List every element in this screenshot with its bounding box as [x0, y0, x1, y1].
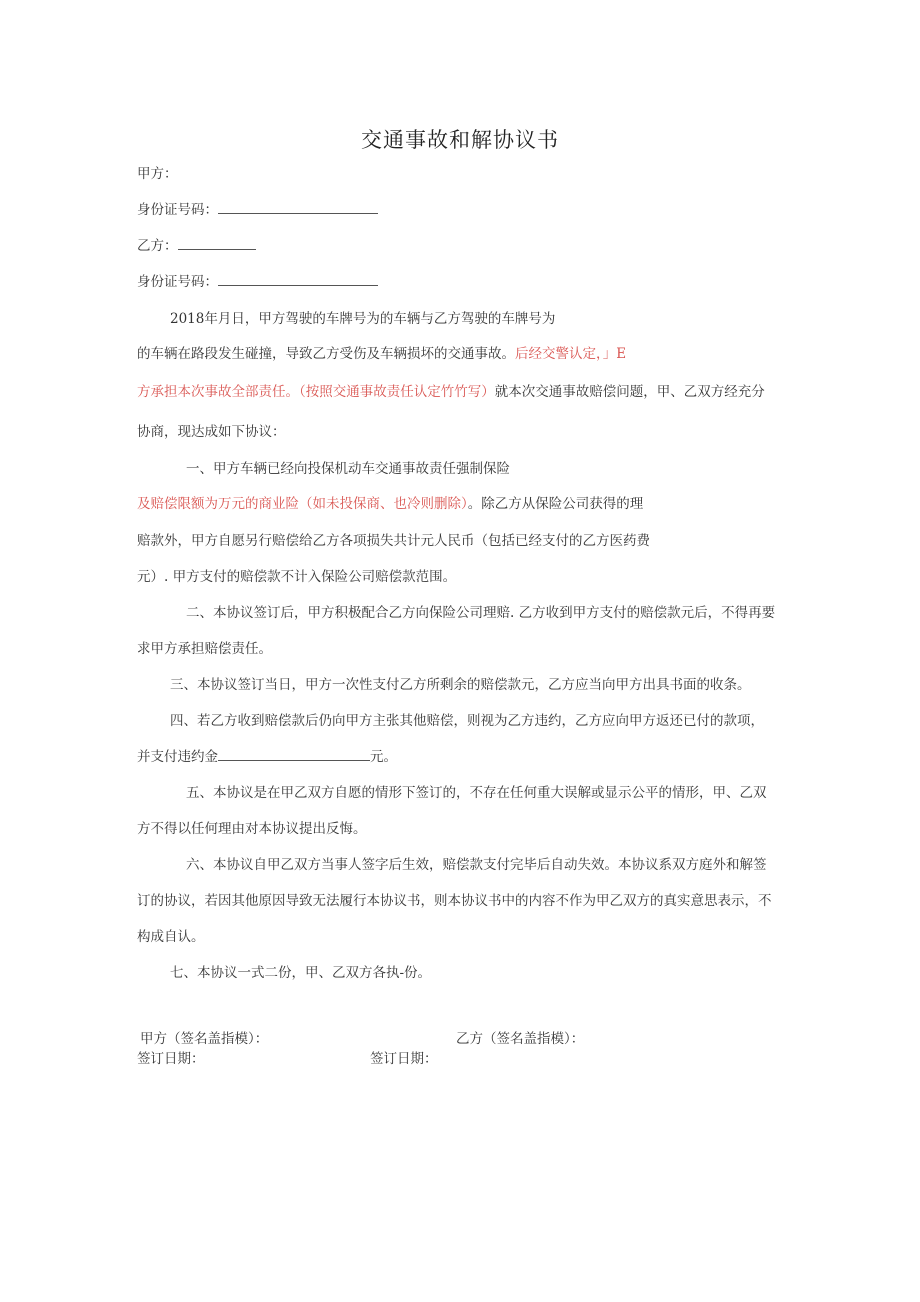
clause-2-line-1: 二、本协议签订后，甲方积极配合乙方向保险公司理赔. 乙方收到甲方支付的赔偿款元后，不得再要: [186, 605, 776, 621]
clause-4-line-2: [137, 748, 397, 766]
intro-highlight: 方承担本次事故全部责任。（按照交通事故责任认定竹竹写）: [137, 384, 495, 400]
party-b-row: [137, 237, 256, 255]
intro-line-1: 2018年月日，甲方驾驶的车牌号为的车辆与乙方驾驶的车牌号为: [170, 311, 556, 327]
party-a-id-row: [137, 201, 378, 219]
intro-text: 就本次交通事故赔偿问题，甲、乙双方经充分: [494, 384, 765, 400]
id-label: 身份证号码：: [137, 202, 218, 218]
party-a-label: 甲方：: [137, 166, 178, 182]
intro-highlight: 后经交警认定，」E: [515, 346, 627, 362]
clause-1-line-3: 赔款外，甲方自愿另行赔偿给乙方各项损失共计元人民币（包括已经支付的乙方医药费: [137, 533, 650, 549]
clause-5-line-1: 五、本协议是在甲乙双方自愿的情形下签订的，不存在任何重大误解或显示公平的情形，甲、乙双: [186, 785, 767, 801]
penalty-blank-line: [218, 748, 370, 761]
id-label: 身份证号码：: [137, 274, 218, 290]
clause-1-text: 。除乙方从保险公司获得的理: [467, 496, 644, 512]
clause-4-unit: 元。: [370, 749, 397, 765]
party-b-blank-line: [178, 237, 256, 250]
clause-6-line-3: 构成自认。: [137, 929, 205, 945]
clause-4-line-1: 四、若乙方收到赔偿款后仍向甲方主张其他赔偿，则视为乙方违约，乙方应向甲方返还已付的款项，: [170, 713, 764, 729]
intro-line-3: [137, 383, 765, 401]
party-b-label: 乙方：: [137, 238, 178, 254]
id-blank-line: [218, 273, 378, 286]
document-title: 交通事故和解协议书: [361, 128, 559, 152]
clause-3-line-1: 三、本协议签订当日，甲方一次性支付乙方所剩余的赔偿款元，乙方应当向甲方出具书面的收条。: [170, 677, 751, 693]
date-party-b: 签订日期：: [370, 1051, 438, 1067]
clause-6-line-1: 六、本协议自甲乙双方当事人签字后生效，赔偿款支付完毕后自动失效。本协议系双方庭外和解签: [186, 857, 767, 873]
intro-line-2: [137, 345, 626, 363]
clause-7-line-1: 七、本协议一式二份，甲、乙双方各执-份。: [170, 965, 432, 981]
intro-text: 的车辆在路段发生碰撞，导致乙方受伤及车辆损坏的交通事故。: [137, 346, 515, 362]
clause-6-line-2: 订的协议，若因其他原因导致无法履行本协议书，则本协议书中的内容不作为甲乙双方的真实意思表示，不: [137, 893, 772, 909]
clause-4-text: 并支付违约金: [137, 749, 218, 765]
sign-party-b: 乙方（签名盖指模）：: [456, 1031, 585, 1047]
clause-1-line-1: 一、甲方车辆已经向投保机动车交通事故责任强制保险: [186, 461, 510, 477]
clause-5-line-2: 方不得以任何理由对本协议提出反悔。: [137, 821, 367, 837]
clause-1-line-4: 元）. 甲方支付的赔偿款不计入保险公司赔偿款范围。: [137, 569, 457, 585]
clause-1-highlight: 及赔偿限额为万元的商业险（如未投保商、也冷则删除）: [137, 496, 468, 512]
party-b-id-row: [137, 273, 378, 291]
date-party-a: 签订日期：: [137, 1051, 205, 1067]
id-blank-line: [218, 201, 378, 214]
sign-party-a: 甲方（签名盖指模）：: [140, 1031, 269, 1047]
clause-1-line-2: [137, 495, 643, 513]
intro-line-4: 协商，现达成如下协议：: [137, 424, 286, 440]
clause-2-line-2: 求甲方承担赔偿责任。: [137, 641, 272, 657]
